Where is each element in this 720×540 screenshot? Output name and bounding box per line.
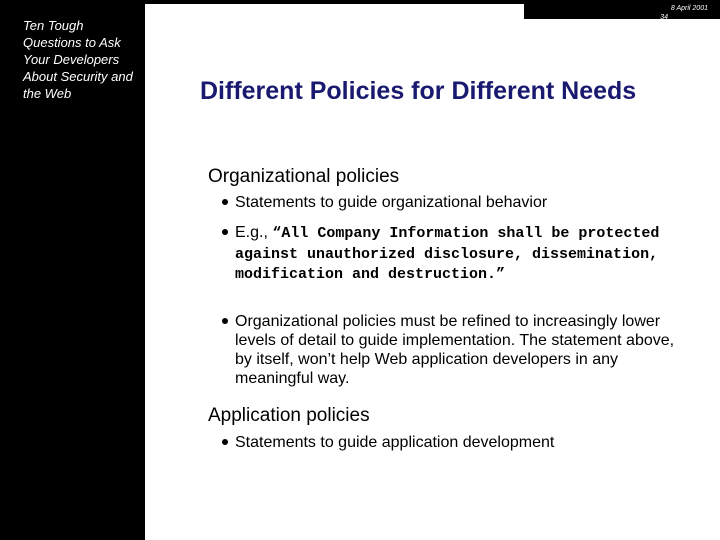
section-heading-organizational: Organizational policies bbox=[208, 166, 400, 187]
slide-title: Different Policies for Different Needs bbox=[200, 77, 637, 105]
bullet-text: Statements to guide organizational behavior bbox=[235, 194, 548, 211]
bullet-text: Statements to guide application development bbox=[235, 434, 555, 451]
section-heading-application: Application policies bbox=[208, 405, 370, 426]
header-bar bbox=[524, 0, 720, 19]
bullet-dot-icon bbox=[222, 229, 228, 235]
bullet-dot-icon bbox=[222, 318, 228, 324]
bullet-dot-icon bbox=[222, 199, 228, 205]
presentation-title: Ten Tough Questions to Ask Your Developers About Security and the Web bbox=[23, 18, 133, 101]
bullet-dot-icon bbox=[222, 439, 228, 445]
sidebar bbox=[0, 0, 145, 540]
policy-example-code: “All Company Information shall be protected against unauthorized disclosure, dissemination, modification and destruction.” bbox=[235, 225, 660, 283]
example-prefix: E.g., bbox=[235, 224, 273, 241]
slide-number: 34 bbox=[660, 14, 668, 21]
bullet-text: Organizational policies must be refined to increasingly lower levels of detail to guide implementation. The statement above, by itself, won’t help Web application developers in any meaningful way. bbox=[235, 313, 675, 387]
date-stamp: 8 April 2001 bbox=[670, 5, 708, 12]
bullet-text bbox=[235, 223, 675, 285]
